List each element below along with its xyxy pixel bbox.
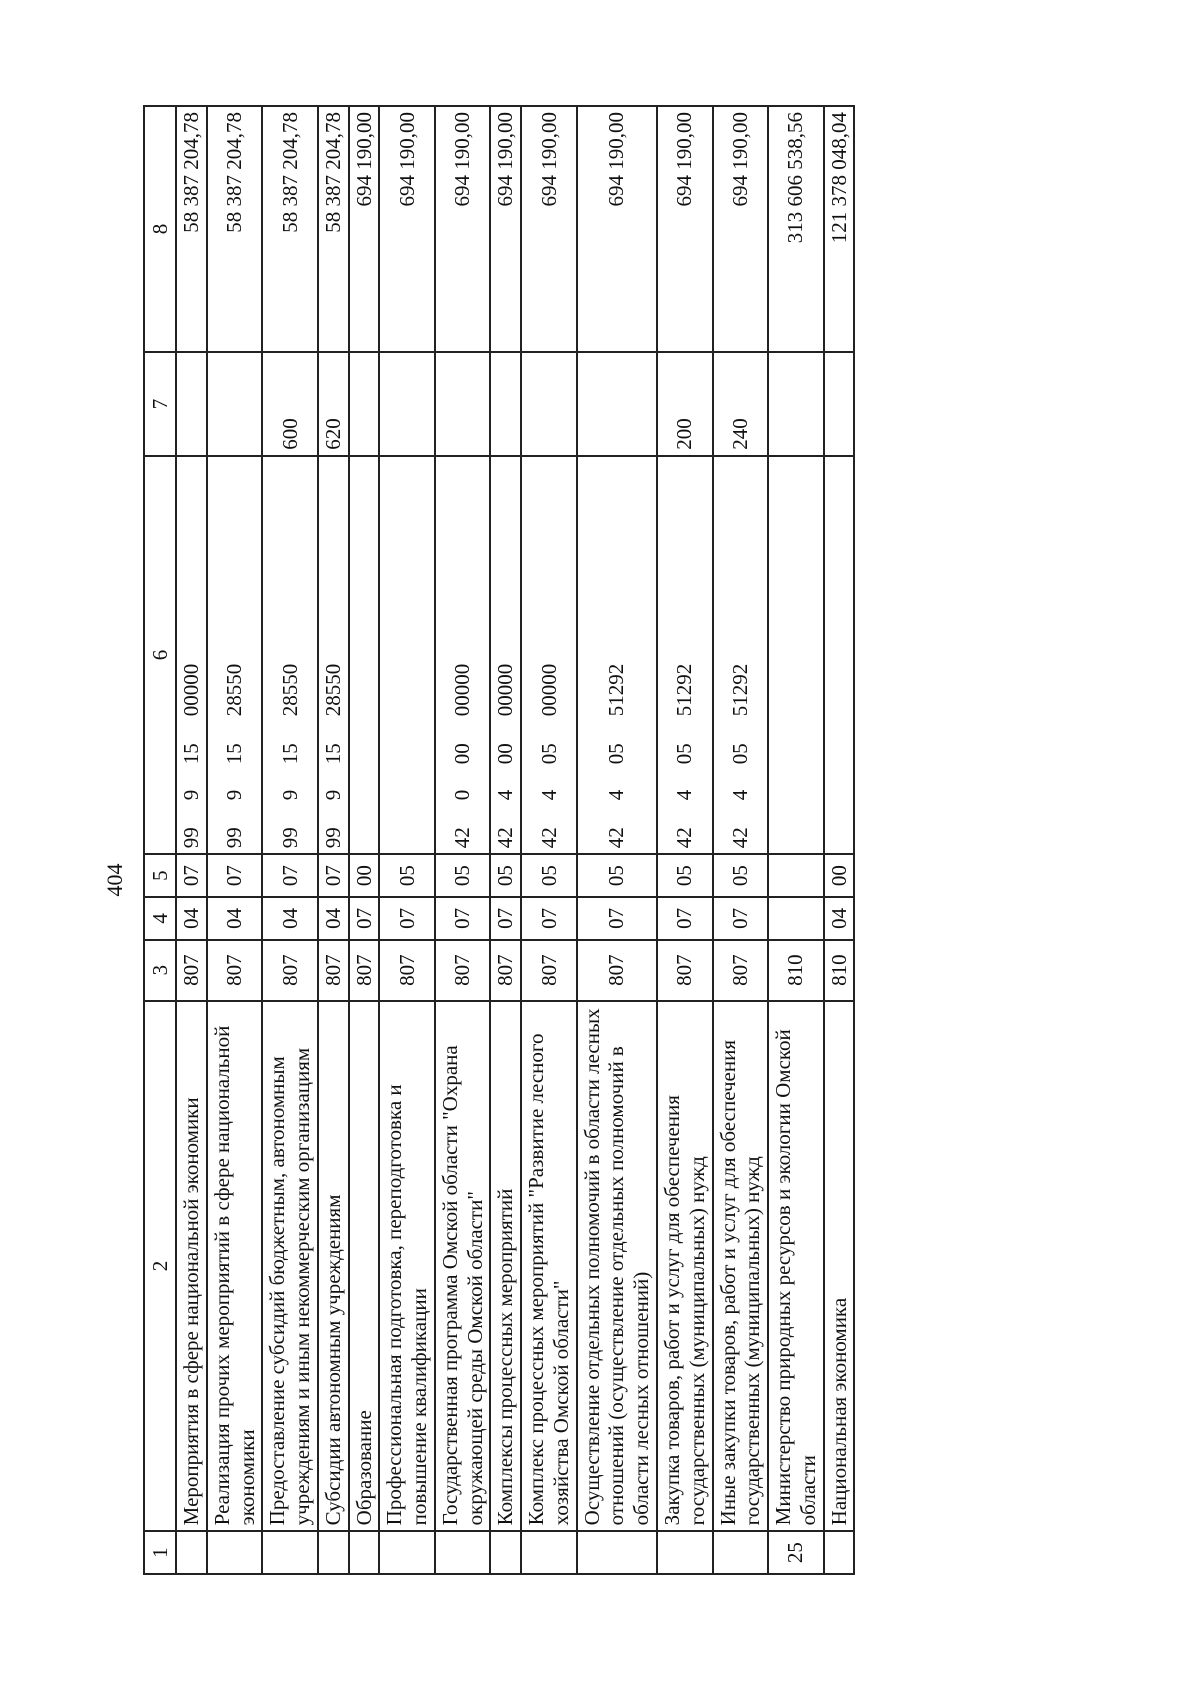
rotated-table-container bbox=[143, 105, 1043, 1575]
budget-table bbox=[143, 105, 855, 1575]
target-article-part: 00 bbox=[450, 743, 475, 765]
row-grbs-code: 807 bbox=[207, 940, 263, 1001]
row-section-code bbox=[768, 897, 824, 940]
header-col-1: 1 bbox=[144, 1531, 176, 1574]
row-subsection-code: 07 bbox=[176, 854, 207, 897]
row-grbs-code: 807 bbox=[379, 940, 435, 1001]
row-expense-type-code: 600 bbox=[262, 352, 318, 456]
row-amount: 313 606 538,56 bbox=[768, 106, 824, 352]
row-number bbox=[176, 1531, 207, 1574]
row-number bbox=[490, 1531, 521, 1574]
row-target-article-code bbox=[577, 456, 657, 855]
target-article-part: 42 bbox=[727, 827, 752, 849]
row-name: Образование bbox=[349, 1001, 380, 1532]
row-grbs-code: 807 bbox=[176, 940, 207, 1001]
row-target-article-code bbox=[318, 456, 349, 855]
table-row bbox=[176, 106, 207, 1574]
row-amount: 58 387 204,78 bbox=[262, 106, 318, 352]
row-name: Профессиональная подготовка, переподготовка и повышение квалификации bbox=[379, 1001, 435, 1532]
row-expense-type-code bbox=[521, 352, 577, 456]
target-article-part: 28550 bbox=[277, 663, 302, 717]
row-section-code: 07 bbox=[713, 897, 769, 940]
row-grbs-code: 807 bbox=[318, 940, 349, 1001]
row-expense-type-code bbox=[768, 352, 824, 456]
table-row bbox=[490, 106, 521, 1574]
table-row bbox=[768, 106, 824, 1574]
target-article-part: 51292 bbox=[727, 663, 752, 717]
table-row bbox=[379, 106, 435, 1574]
target-article-part: 05 bbox=[727, 743, 752, 765]
target-article-parts bbox=[278, 462, 303, 849]
row-amount: 58 387 204,78 bbox=[207, 106, 263, 352]
row-section-code: 07 bbox=[379, 897, 435, 940]
row-amount: 694 190,00 bbox=[657, 106, 713, 352]
row-expense-type-code bbox=[207, 352, 263, 456]
row-subsection-code: 05 bbox=[657, 854, 713, 897]
row-subsection-code: 05 bbox=[435, 854, 491, 897]
target-article-part: 05 bbox=[604, 743, 629, 765]
row-amount: 694 190,00 bbox=[435, 106, 491, 352]
row-subsection-code: 05 bbox=[490, 854, 521, 897]
row-section-code: 04 bbox=[176, 897, 207, 940]
target-article-part: 00000 bbox=[536, 663, 561, 717]
target-article-part: 9 bbox=[179, 789, 203, 801]
table-row bbox=[262, 106, 318, 1574]
row-target-article-code bbox=[824, 456, 855, 855]
table-row bbox=[824, 106, 855, 1574]
table-row bbox=[657, 106, 713, 1574]
target-article-parts bbox=[222, 462, 247, 849]
target-article-part: 00000 bbox=[493, 663, 518, 717]
target-article-part: 99 bbox=[179, 827, 203, 849]
row-section-code: 07 bbox=[349, 897, 380, 940]
target-article-part: 51292 bbox=[604, 663, 629, 717]
target-article-part: 99 bbox=[277, 827, 302, 849]
row-number bbox=[824, 1531, 855, 1574]
row-number bbox=[577, 1531, 657, 1574]
row-amount: 694 190,00 bbox=[379, 106, 435, 352]
target-article-parts bbox=[179, 462, 204, 849]
row-number bbox=[713, 1531, 769, 1574]
target-article-part: 9 bbox=[222, 789, 247, 801]
row-target-article-code bbox=[207, 456, 263, 855]
row-section-code: 07 bbox=[435, 897, 491, 940]
row-amount: 694 190,00 bbox=[349, 106, 380, 352]
table-row bbox=[435, 106, 491, 1574]
target-article-part: 0 bbox=[450, 789, 475, 801]
target-article-part: 99 bbox=[222, 827, 247, 849]
target-article-part: 51292 bbox=[672, 663, 697, 717]
target-article-part: 4 bbox=[536, 789, 561, 801]
row-target-article-code bbox=[657, 456, 713, 855]
row-subsection-code bbox=[768, 854, 824, 897]
target-article-part: 99 bbox=[320, 827, 345, 849]
row-target-article-code bbox=[435, 456, 491, 855]
row-target-article-code bbox=[713, 456, 769, 855]
row-expense-type-code: 200 bbox=[657, 352, 713, 456]
header-col-7: 7 bbox=[144, 352, 176, 456]
target-article-part: 00000 bbox=[450, 663, 475, 717]
row-name: Комплексы процессных мероприятий bbox=[490, 1001, 521, 1532]
row-subsection-code: 05 bbox=[713, 854, 769, 897]
row-number bbox=[379, 1531, 435, 1574]
row-subsection-code: 07 bbox=[262, 854, 318, 897]
row-target-article-code bbox=[379, 456, 435, 855]
target-article-part: 15 bbox=[222, 743, 247, 765]
target-article-parts bbox=[728, 462, 753, 849]
row-expense-type-code bbox=[490, 352, 521, 456]
table-row bbox=[713, 106, 769, 1574]
header-col-6: 6 bbox=[144, 456, 176, 855]
row-target-article-code bbox=[490, 456, 521, 855]
row-amount: 694 190,00 bbox=[490, 106, 521, 352]
row-target-article-code bbox=[262, 456, 318, 855]
row-name: Осуществление отдельных полномочий в области лесных отношений (осуществление отдельных полномочий в области лесных отношений) bbox=[577, 1001, 657, 1532]
target-article-part: 00000 bbox=[179, 663, 203, 717]
target-article-part: 15 bbox=[277, 743, 302, 765]
row-amount: 121 378 048,04 bbox=[824, 106, 855, 352]
target-article-parts bbox=[321, 462, 346, 849]
row-subsection-code: 00 bbox=[824, 854, 855, 897]
row-grbs-code: 807 bbox=[435, 940, 491, 1001]
row-expense-type-code bbox=[176, 352, 207, 456]
row-expense-type-code bbox=[379, 352, 435, 456]
row-section-code: 04 bbox=[207, 897, 263, 940]
row-expense-type-code bbox=[824, 352, 855, 456]
row-section-code: 07 bbox=[577, 897, 657, 940]
row-target-article-code bbox=[521, 456, 577, 855]
row-section-code: 04 bbox=[824, 897, 855, 940]
row-number bbox=[521, 1531, 577, 1574]
row-name: Государственная программа Омской области "Охрана окружающей среды Омской области" bbox=[435, 1001, 491, 1532]
row-number bbox=[349, 1531, 380, 1574]
row-name: Комплекс процессных мероприятий "Развитие лесного хозяйства Омской области" bbox=[521, 1001, 577, 1532]
target-article-part: 05 bbox=[536, 743, 561, 765]
target-article-part: 15 bbox=[320, 743, 345, 765]
header-col-5: 5 bbox=[144, 854, 176, 897]
header-col-3: 3 bbox=[144, 940, 176, 1001]
row-number: 25 bbox=[768, 1531, 824, 1574]
row-name: Иные закупки товаров, работ и услуг для обеспечения государственных (муниципальных) нужд bbox=[713, 1001, 769, 1532]
header-col-2: 2 bbox=[144, 1001, 176, 1532]
row-amount: 694 190,00 bbox=[713, 106, 769, 352]
row-name: Реализация прочих мероприятий в сфере национальной экономики bbox=[207, 1001, 263, 1532]
row-grbs-code: 807 bbox=[577, 940, 657, 1001]
row-section-code: 07 bbox=[490, 897, 521, 940]
row-subsection-code: 07 bbox=[207, 854, 263, 897]
row-subsection-code: 05 bbox=[577, 854, 657, 897]
header-col-8: 8 bbox=[144, 106, 176, 352]
table-row bbox=[207, 106, 263, 1574]
row-grbs-code: 807 bbox=[490, 940, 521, 1001]
target-article-parts bbox=[672, 462, 697, 849]
target-article-part: 42 bbox=[493, 827, 518, 849]
row-section-code: 04 bbox=[262, 897, 318, 940]
header-row bbox=[144, 106, 176, 1574]
row-grbs-code: 810 bbox=[824, 940, 855, 1001]
target-article-part: 42 bbox=[536, 827, 561, 849]
target-article-part: 05 bbox=[672, 743, 697, 765]
target-article-part: 4 bbox=[672, 789, 697, 801]
row-expense-type-code: 620 bbox=[318, 352, 349, 456]
row-grbs-code: 807 bbox=[349, 940, 380, 1001]
target-article-part: 42 bbox=[672, 827, 697, 849]
row-section-code: 04 bbox=[318, 897, 349, 940]
target-article-part: 42 bbox=[604, 827, 629, 849]
row-grbs-code: 807 bbox=[521, 940, 577, 1001]
row-grbs-code: 810 bbox=[768, 940, 824, 1001]
row-name: Предоставление субсидий бюджетным, автономным учреждениям и иным некоммерческим организациям bbox=[262, 1001, 318, 1532]
row-subsection-code: 00 bbox=[349, 854, 380, 897]
row-grbs-code: 807 bbox=[657, 940, 713, 1001]
row-amount: 58 387 204,78 bbox=[318, 106, 349, 352]
row-grbs-code: 807 bbox=[713, 940, 769, 1001]
target-article-part: 28550 bbox=[222, 663, 247, 717]
row-expense-type-code: 240 bbox=[713, 352, 769, 456]
page-number: 404 bbox=[102, 863, 127, 897]
table-row bbox=[577, 106, 657, 1574]
row-target-article-code bbox=[176, 456, 207, 855]
row-section-code: 07 bbox=[657, 897, 713, 940]
row-subsection-code: 07 bbox=[318, 854, 349, 897]
row-number bbox=[262, 1531, 318, 1574]
row-number bbox=[318, 1531, 349, 1574]
table-body bbox=[144, 106, 854, 1574]
header-col-4: 4 bbox=[144, 897, 176, 940]
row-expense-type-code bbox=[435, 352, 491, 456]
row-section-code: 07 bbox=[521, 897, 577, 940]
row-expense-type-code bbox=[349, 352, 380, 456]
row-subsection-code: 05 bbox=[379, 854, 435, 897]
target-article-part: 9 bbox=[320, 789, 345, 801]
row-amount: 694 190,00 bbox=[521, 106, 577, 352]
row-name: Национальная экономика bbox=[824, 1001, 855, 1532]
row-name: Субсидии автономным учреждениям bbox=[318, 1001, 349, 1532]
target-article-part: 00 bbox=[493, 743, 518, 765]
row-target-article-code bbox=[349, 456, 380, 855]
row-number bbox=[435, 1531, 491, 1574]
row-amount: 58 387 204,78 bbox=[176, 106, 207, 352]
target-article-part: 4 bbox=[727, 789, 752, 801]
row-name: Мероприятия в сфере национальной экономики bbox=[176, 1001, 207, 1532]
target-article-part: 28550 bbox=[320, 663, 345, 717]
row-amount: 694 190,00 bbox=[577, 106, 657, 352]
target-article-parts bbox=[604, 462, 629, 849]
row-number bbox=[657, 1531, 713, 1574]
row-number bbox=[207, 1531, 263, 1574]
table-row bbox=[521, 106, 577, 1574]
target-article-parts bbox=[450, 462, 475, 849]
table-row bbox=[318, 106, 349, 1574]
target-article-parts bbox=[537, 462, 562, 849]
row-subsection-code: 05 bbox=[521, 854, 577, 897]
target-article-part: 9 bbox=[277, 789, 302, 801]
target-article-part: 4 bbox=[493, 789, 518, 801]
row-grbs-code: 807 bbox=[262, 940, 318, 1001]
target-article-parts bbox=[493, 462, 518, 849]
target-article-part: 4 bbox=[604, 789, 629, 801]
row-name: Закупка товаров, работ и услуг для обеспечения государственных (муниципальных) нужд bbox=[657, 1001, 713, 1532]
target-article-part: 15 bbox=[179, 743, 203, 765]
row-name: Министерство природных ресурсов и экологии Омской области bbox=[768, 1001, 824, 1532]
row-target-article-code bbox=[768, 456, 824, 855]
target-article-part: 42 bbox=[450, 827, 475, 849]
row-expense-type-code bbox=[577, 352, 657, 456]
table-row bbox=[349, 106, 380, 1574]
